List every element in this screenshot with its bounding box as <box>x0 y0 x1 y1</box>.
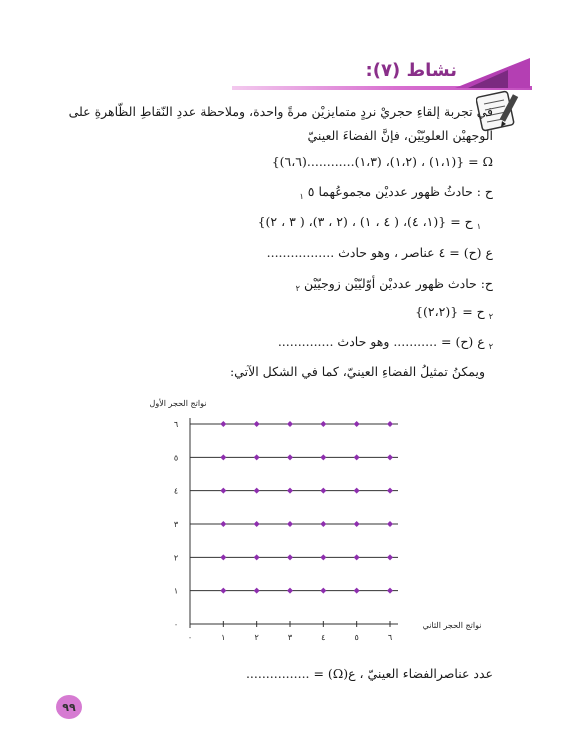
data-point <box>287 421 293 427</box>
data-point <box>254 454 260 460</box>
data-point <box>320 521 326 527</box>
y-tick-label: ١ <box>173 586 179 596</box>
data-point <box>387 421 393 427</box>
data-point <box>220 454 226 460</box>
data-point <box>354 488 360 494</box>
y-axis-label: نواتج الحجر الأول <box>150 399 207 408</box>
event1-count: ع (ح) = ٤ عناصر ، وهو حادث ................. <box>266 245 493 260</box>
header-triangle-dark <box>468 70 508 88</box>
data-point <box>287 488 293 494</box>
activity-title: نشاط (٧): <box>365 60 457 81</box>
data-point <box>287 521 293 527</box>
data-point <box>287 454 293 460</box>
data-point <box>320 488 326 494</box>
data-point <box>354 554 360 560</box>
data-point <box>387 554 393 560</box>
data-point <box>254 488 260 494</box>
event1-definition: ح : حادثُ ظهور عدديْن مجموعُهما ٥ $_١$ <box>299 184 493 201</box>
total-count-line: عدد عناصرالفضاء العينيّ ، ع(Ω) = ................ <box>245 666 493 681</box>
data-point <box>254 588 260 594</box>
x-axis-label: نواتج الحجر الثاني <box>422 621 482 630</box>
data-point <box>254 521 260 527</box>
sample-space-chart <box>150 392 500 662</box>
y-tick-label: ٤ <box>173 486 179 496</box>
y-tick-label: ٠ <box>173 620 179 629</box>
data-point <box>287 588 293 594</box>
data-point <box>354 421 360 427</box>
data-point <box>320 554 326 560</box>
data-point <box>354 521 360 527</box>
data-point <box>287 554 293 560</box>
x-tick-label: ٦ <box>387 633 393 642</box>
data-point <box>220 588 226 594</box>
x-tick-label: ٢ <box>254 633 259 642</box>
data-point <box>320 421 326 427</box>
data-point <box>387 521 393 527</box>
x-tick-label: ٥ <box>354 633 359 642</box>
data-point <box>220 488 226 494</box>
data-point <box>254 554 260 560</box>
event2-definition: ح: حادث ظهور عدديْن أوّليّيْن زوجيّيْن $_٢$ <box>295 276 493 293</box>
sample-space-set: Ω = {(١،١) ، (١،٢)، (١،٣)............(٦،٦)} <box>271 154 493 169</box>
data-point <box>220 554 226 560</box>
y-tick-label: ٢ <box>173 553 179 563</box>
data-point <box>387 488 393 494</box>
intro-line-2: الوجهيْن العلويّيْن، فإنَّ الفضاءَ العينيّ <box>307 128 493 143</box>
representation-line: ويمكنُ تمثيلُ الفضاءِ العينيّ، كما في الشكل الآتي: <box>229 364 485 379</box>
x-tick-label: ٣ <box>287 633 293 642</box>
x-tick-label: ٠ <box>187 633 193 642</box>
intro-line-1: في تجربة إلقاءِ حجريْ نردٍ متمايزيْن مرةً واحدة، وملاحظة عددِ النّقاطِ الظّاهرةِ على <box>68 104 493 119</box>
data-point <box>354 588 360 594</box>
data-point <box>320 588 326 594</box>
data-point <box>320 454 326 460</box>
data-point <box>220 521 226 527</box>
data-point <box>220 421 226 427</box>
event2-set: $_٢$ ح = {(٢،٢)} <box>415 304 493 321</box>
page-number: ٩٩ <box>56 695 82 719</box>
data-point <box>387 454 393 460</box>
event1-set: $_١$ ح = {(١، ٤)، ( ٤ ، ١) ، (٢ ، ٣)، ( ٣ ، ٢)} <box>257 214 481 231</box>
y-tick-label: ٦ <box>173 420 179 429</box>
data-point <box>354 454 360 460</box>
data-point <box>254 421 260 427</box>
event2-count: $_٢$ ع (ح) = ........... وهو حادث .............. <box>277 334 493 351</box>
y-tick-label: ٣ <box>173 520 179 529</box>
x-tick-label: ٤ <box>321 633 326 642</box>
data-point <box>387 588 393 594</box>
x-tick-label: ١ <box>221 633 226 642</box>
y-tick-label: ٥ <box>173 453 179 463</box>
